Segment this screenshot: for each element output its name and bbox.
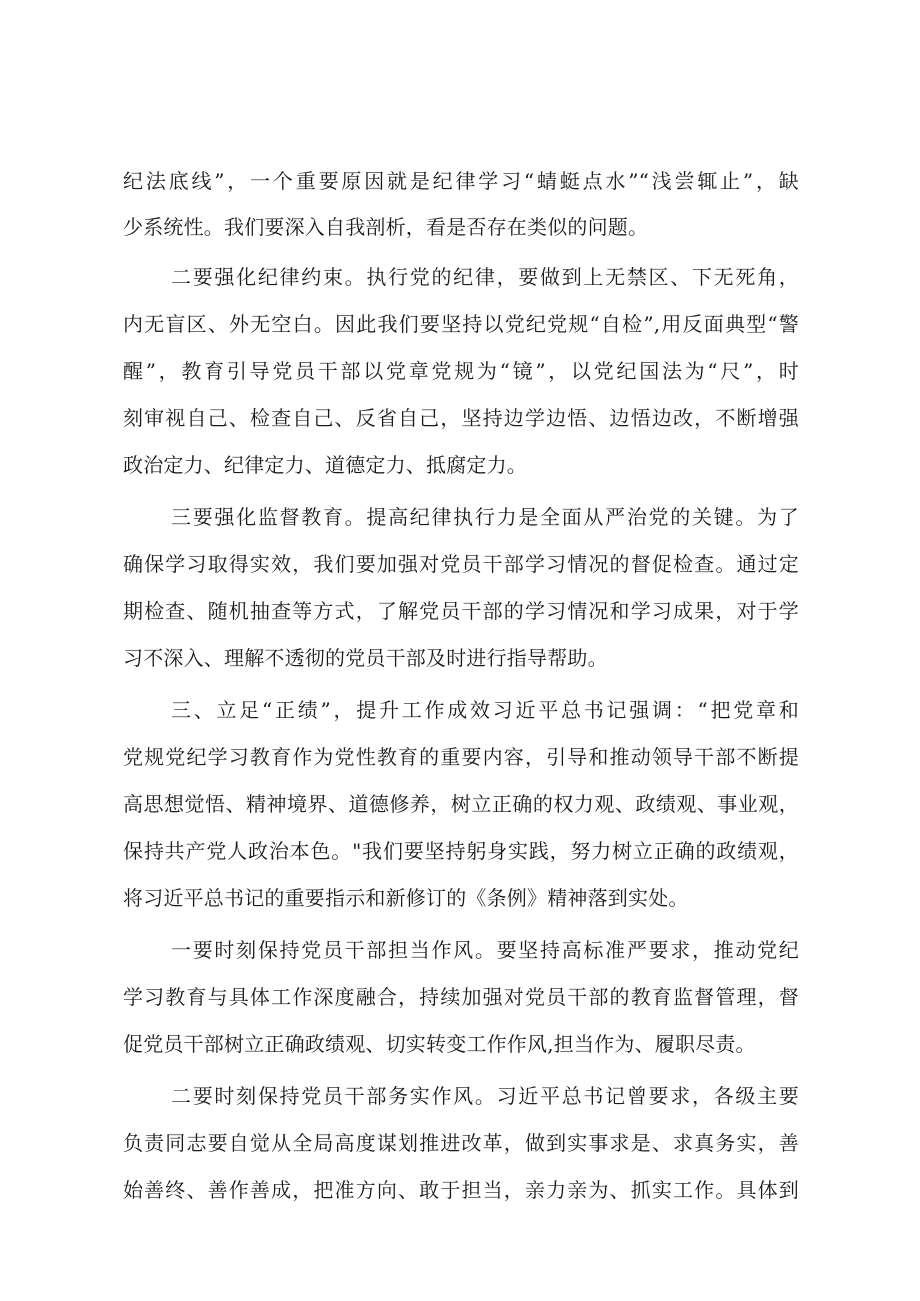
text-line: 内无盲区、外无空白。因此我们要坚持以党纪党规“自检”,用反面典型“警 <box>123 312 799 336</box>
text-line: 二要时刻保持党员干部务实作风。习近平总书记曾要求，各级主要 <box>171 1084 799 1108</box>
text-line: 促党员干部树立正确政绩观、切实转变工作作风,担当作为、履职尽责。 <box>123 1032 756 1056</box>
text-line: 三、立足“正绩”，提升工作成效习近平总书记强调：“把党章和 <box>171 698 799 722</box>
text-line: 三要强化监督教育。提高纪律执行力是全面从严治党的关键。为了 <box>171 505 799 529</box>
text-line: 始善终、善作善成，把准方向、敢于担当，亲力亲为、抓实工作。具体到 <box>123 1178 799 1202</box>
text-line: 高思想觉悟、精神境界、道德修养，树立正确的权力观、政绩观、事业观， <box>123 792 799 816</box>
text-line: 学习教育与具体工作深度融合，持续加强对党员干部的教育监督管理，督 <box>123 985 799 1009</box>
text-line: 政治定力、纪律定力、道德定力、抵腐定力。 <box>123 453 527 477</box>
text-line: 负责同志要自觉从全局高度谋划推进改革，做到实事求是、求真务实，善 <box>123 1131 799 1155</box>
text-line: 保持共产党人政治本色。"我们要坚持躬身实践，努力树立正确的政绩观， <box>123 839 799 863</box>
text-line: 醒”，教育引导党员干部以党章党规为“镜”，以党纪国法为“尺”，时 <box>123 359 799 383</box>
text-line: 一要时刻保持党员干部担当作风。要坚持高标准严要求，推动党纪 <box>171 938 799 962</box>
text-line: 确保学习取得实效，我们要加强对党员干部学习情况的督促检查。通过定 <box>123 552 799 576</box>
text-line: 习不深入、理解不透彻的党员干部及时进行指导帮助。 <box>123 646 608 670</box>
text-line: 将习近平总书记的重要指示和新修订的《条例》精神落到实处。 <box>123 886 689 910</box>
text-line: 期检查、随机抽查等方式，了解党员干部的学习情况和学习成果，对于学 <box>123 599 799 623</box>
text-line: 刻审视自己、检查自己、反省自己，坚持边学边悟、边悟边改，不断增强 <box>123 406 799 430</box>
text-line: 党规党纪学习教育作为党性教育的重要内容，引导和推动领导干部不断提 <box>123 745 799 769</box>
text-line: 少系统性。我们要深入自我剖析，看是否存在类似的问题。 <box>123 215 649 239</box>
text-line: 二要强化纪律约束。执行党的纪律，要做到上无禁区、下无死角， <box>171 265 799 289</box>
text-line: 纪法底线”，一个重要原因就是纪律学习“蜻蜓点水”“浅尝辄止”，缺 <box>123 169 799 193</box>
